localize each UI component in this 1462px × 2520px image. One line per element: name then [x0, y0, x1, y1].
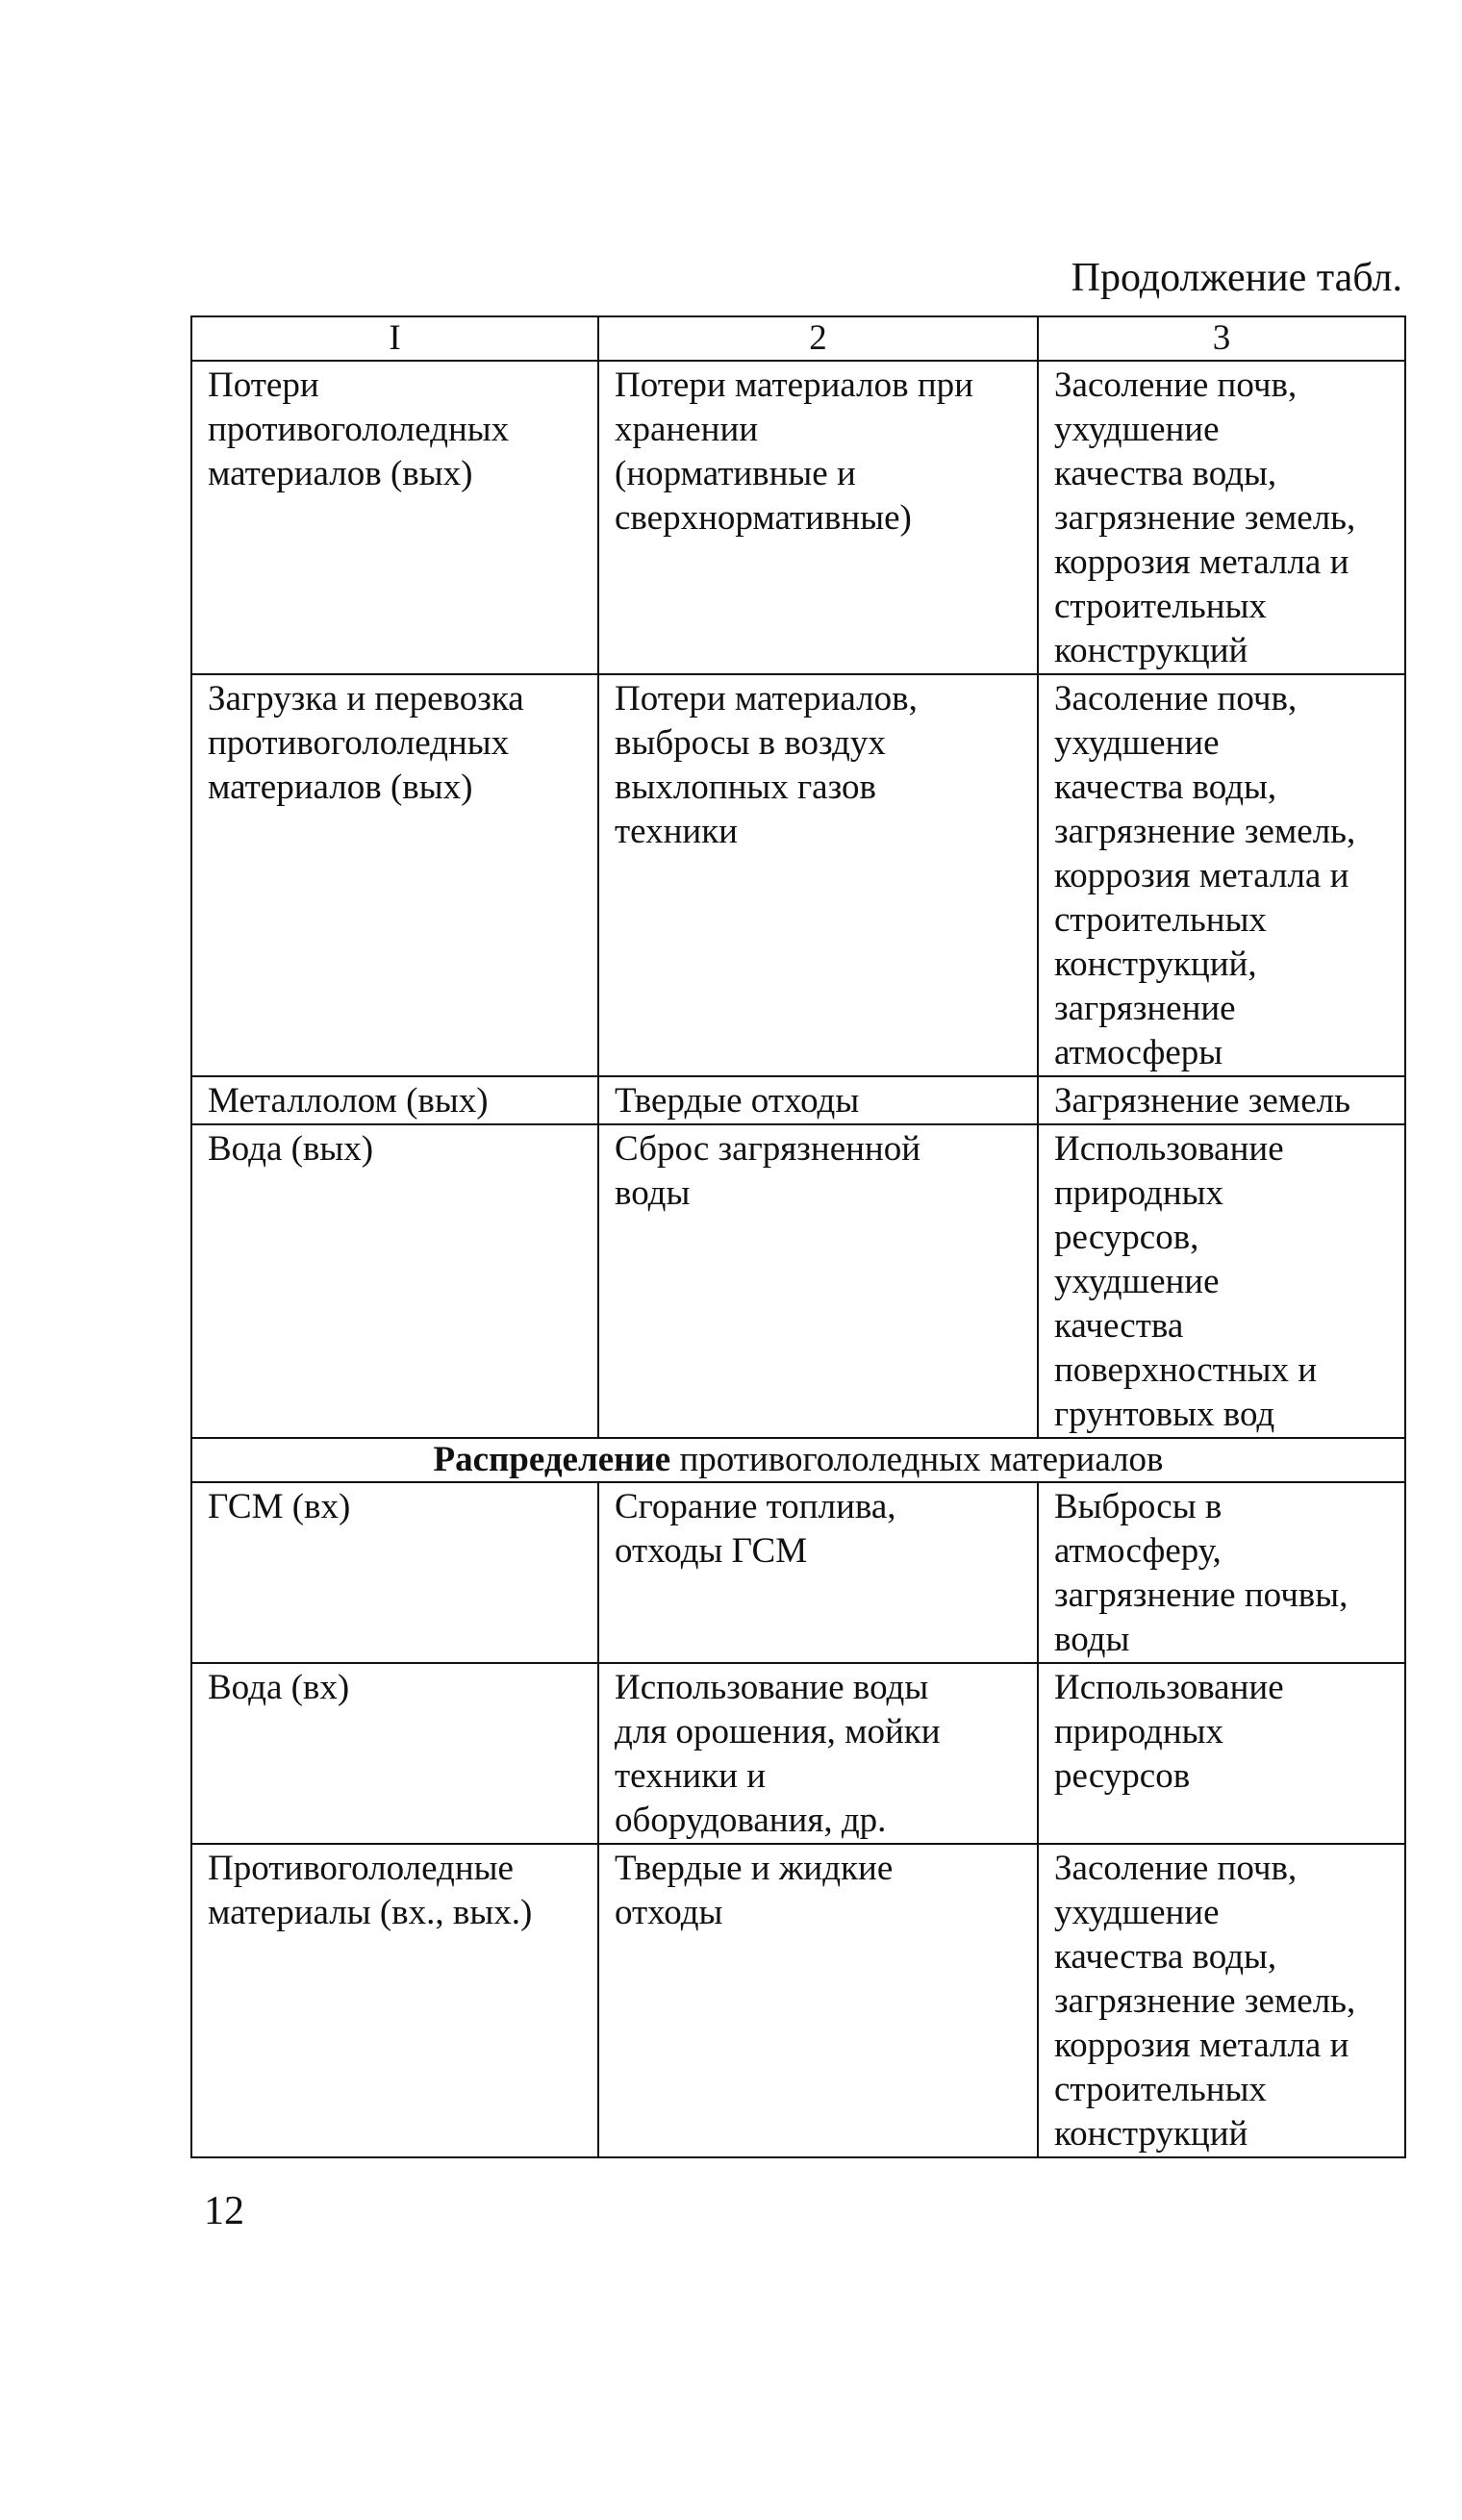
- column-number-1: I: [191, 316, 598, 361]
- cell-line: ухудшение: [1054, 410, 1220, 449]
- cell-line: природных: [1054, 1173, 1224, 1213]
- table-row: [191, 361, 1405, 674]
- cell-line: Вода (вых): [208, 1129, 374, 1169]
- cell-line: противогололедных: [208, 410, 510, 449]
- aspect-cell: [598, 1482, 1038, 1663]
- cell-line: (нормативные и: [615, 454, 856, 493]
- aspect-cell: [598, 1076, 1038, 1124]
- source-cell: [191, 1844, 598, 2157]
- cell-line: ухудшение: [1054, 723, 1220, 763]
- section-heading-row: [191, 1438, 1405, 1482]
- impact-cell: [1038, 674, 1405, 1076]
- cell-line: ухудшение: [1054, 1262, 1220, 1301]
- cell-line: материалов (вых): [208, 454, 473, 493]
- cell-line: Использование воды: [615, 1668, 929, 1707]
- cell-line: отходы ГСМ: [615, 1531, 808, 1571]
- cell-line: Засоление почв,: [1054, 679, 1298, 718]
- cell-line: конструкций: [1054, 2114, 1248, 2154]
- cell-line: для орошения, мойки: [615, 1712, 941, 1751]
- impact-cell: [1038, 361, 1405, 674]
- cell-line: Использование: [1054, 1668, 1284, 1707]
- column-number-3: 3: [1038, 316, 1405, 361]
- cell-line: Загрузка и перевозка: [208, 679, 524, 718]
- cell-line: грунтовых вод: [1054, 1395, 1275, 1434]
- cell-line: оборудования, др.: [615, 1801, 887, 1840]
- cell-line: выбросы в воздух: [615, 723, 886, 763]
- cell-line: загрязнение: [1054, 989, 1236, 1028]
- cell-line: воды: [1054, 1620, 1130, 1659]
- cell-line: строительных: [1054, 900, 1267, 940]
- cell-line: выхлопных газов: [615, 768, 876, 807]
- cell-line: Засоление почв,: [1054, 1849, 1298, 1888]
- cell-line: техники: [615, 812, 738, 851]
- source-cell: [191, 1663, 598, 1844]
- impact-cell: [1038, 1124, 1405, 1438]
- table-row: [191, 1076, 1405, 1124]
- cell-line: техники и: [615, 1756, 767, 1796]
- table-continuation-label: Продолжение табл.: [1071, 256, 1402, 300]
- source-cell: [191, 674, 598, 1076]
- cell-line: загрязнение земель,: [1054, 498, 1356, 538]
- section-heading-bold: Распределение: [433, 1440, 671, 1479]
- cell-line: Вода (вх): [208, 1668, 350, 1707]
- cell-line: качества: [1054, 1306, 1184, 1346]
- table-row: [191, 1124, 1405, 1438]
- source-cell: [191, 1124, 598, 1438]
- cell-line: природных: [1054, 1712, 1224, 1751]
- section-heading: [191, 1438, 1405, 1482]
- cell-line: ресурсов,: [1054, 1218, 1199, 1257]
- cell-line: коррозия металла и: [1054, 2026, 1349, 2065]
- cell-line: воды: [615, 1173, 691, 1213]
- aspect-cell: [598, 361, 1038, 674]
- source-cell: [191, 1076, 598, 1124]
- aspect-cell: [598, 1663, 1038, 1844]
- cell-line: ресурсов: [1054, 1756, 1191, 1796]
- cell-line: Потери: [208, 365, 319, 405]
- cell-line: Выбросы в: [1054, 1487, 1223, 1526]
- table-row: [191, 1844, 1405, 2157]
- cell-line: загрязнение почвы,: [1054, 1575, 1349, 1615]
- cell-line: коррозия металла и: [1054, 856, 1349, 895]
- column-number-2: 2: [598, 316, 1038, 361]
- impact-cell: [1038, 1663, 1405, 1844]
- cell-line: Сгорание топлива,: [615, 1487, 896, 1526]
- impact-table: [190, 315, 1406, 2158]
- page-number: 12: [204, 2189, 244, 2233]
- cell-line: атмосферы: [1054, 1033, 1223, 1072]
- cell-line: материалов (вых): [208, 768, 473, 807]
- cell-line: ухудшение: [1054, 1893, 1220, 1932]
- cell-line: сверхнормативные): [615, 498, 912, 538]
- cell-line: Противогололедные: [208, 1849, 514, 1888]
- cell-line: Использование: [1054, 1129, 1284, 1169]
- cell-line: конструкций: [1054, 631, 1248, 670]
- cell-line: противогололедных: [208, 723, 510, 763]
- impact-cell: [1038, 1076, 1405, 1124]
- cell-line: Твердые отходы: [615, 1081, 860, 1121]
- cell-line: Сброс загрязненной: [615, 1129, 921, 1169]
- cell-line: атмосферу,: [1054, 1531, 1222, 1571]
- cell-line: Засоление почв,: [1054, 365, 1298, 405]
- cell-line: Потери материалов при: [615, 365, 973, 405]
- cell-line: Потери материалов,: [615, 679, 918, 718]
- source-cell: [191, 1482, 598, 1663]
- section-heading-rest: противогололедных материалов: [670, 1440, 1164, 1479]
- source-cell: [191, 361, 598, 674]
- aspect-cell: [598, 1124, 1038, 1438]
- column-number-row: [191, 316, 1405, 361]
- aspect-cell: [598, 674, 1038, 1076]
- cell-line: качества воды,: [1054, 1937, 1277, 1977]
- cell-line: конструкций,: [1054, 945, 1257, 984]
- cell-line: материалы (вх., вых.): [208, 1893, 533, 1932]
- aspect-cell: [598, 1844, 1038, 2157]
- impact-cell: [1038, 1844, 1405, 2157]
- cell-line: Металлолом (вых): [208, 1081, 489, 1121]
- cell-line: ГСМ (вх): [208, 1487, 351, 1526]
- table-row: [191, 1482, 1405, 1663]
- cell-line: загрязнение земель,: [1054, 812, 1356, 851]
- cell-line: отходы: [615, 1893, 723, 1932]
- cell-line: строительных: [1054, 2070, 1267, 2109]
- impact-cell: [1038, 1482, 1405, 1663]
- cell-line: качества воды,: [1054, 768, 1277, 807]
- cell-line: Загрязнение земель: [1054, 1081, 1350, 1121]
- cell-line: Твердые и жидкие: [615, 1849, 894, 1888]
- table-row: [191, 1663, 1405, 1844]
- cell-line: качества воды,: [1054, 454, 1277, 493]
- cell-line: коррозия металла и: [1054, 542, 1349, 582]
- cell-line: хранении: [615, 410, 759, 449]
- cell-line: загрязнение земель,: [1054, 1981, 1356, 2021]
- table-row: [191, 674, 1405, 1076]
- cell-line: поверхностных и: [1054, 1350, 1318, 1390]
- cell-line: строительных: [1054, 587, 1267, 626]
